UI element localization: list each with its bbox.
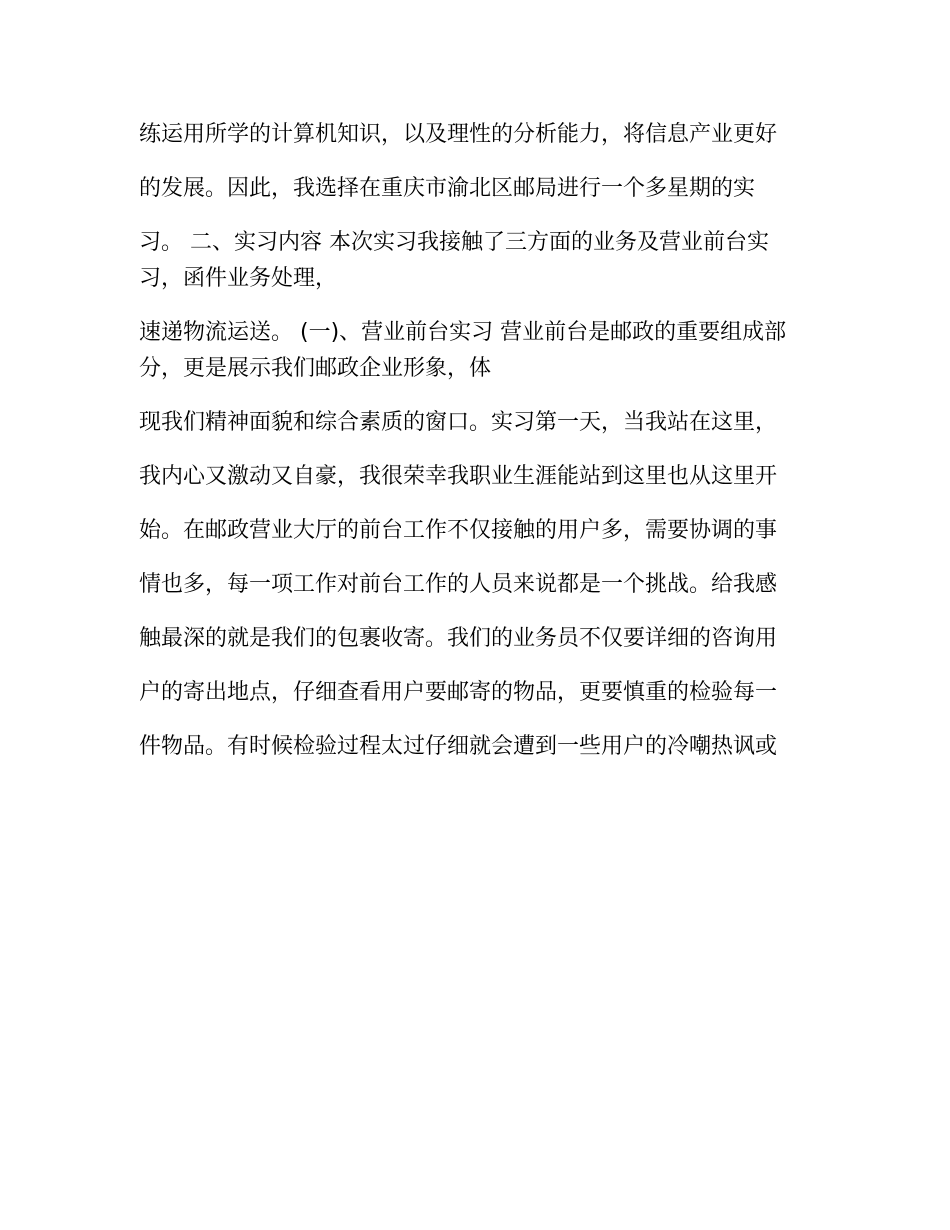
paragraph: 户的寄出地点，仔细查看用户要邮寄的物品，更要慎重的检验每一 <box>139 680 778 705</box>
paragraph: 习。 二、实习内容 本次实习我接触了三方面的业务及营业前台实习，函件业务处理， <box>139 230 769 291</box>
paragraph: 练运用所学的计算机知识，以及理性的分析能力，将信息产业更好 <box>139 122 778 147</box>
paragraph: 件物品。有时候检验过程太过仔细就会遭到一些用户的冷嘲热讽或 <box>139 734 778 759</box>
paragraph: 现我们精神面貌和综合素质的窗口。实习第一天，当我站在这里， <box>139 410 778 435</box>
paragraph: 的发展。因此，我选择在重庆市渝北区邮局进行一个多星期的实 <box>139 176 756 201</box>
paragraph: 我内心又激动又自豪，我很荣幸我职业生涯能站到这里也从这里开 <box>139 464 778 489</box>
document-body <box>139 117 803 783</box>
paragraph: 始。在邮政营业大厅的前台工作不仅接触的用户多，需要协调的事 <box>139 518 778 543</box>
paragraph: 速递物流运送。 (一)、营业前台实习 营业前台是邮政的重要组成部分，更是展示我们邮政企业形象，体 <box>139 320 787 381</box>
paragraph: 情也多，每一项工作对前台工作的人员来说都是一个挑战。给我感 <box>139 572 778 597</box>
paragraph: 触最深的就是我们的包裹收寄。我们的业务员不仅要详细的咨询用 <box>139 626 778 651</box>
